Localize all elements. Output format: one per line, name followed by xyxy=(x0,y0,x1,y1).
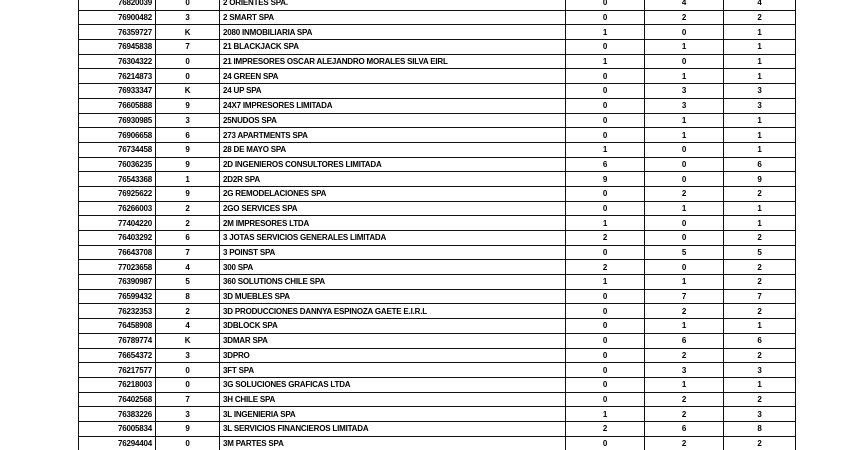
table-row xyxy=(79,54,796,69)
table-row xyxy=(79,392,796,407)
count-a-cell: 6 xyxy=(566,157,645,172)
rut-cell: 76906658 xyxy=(79,128,156,143)
table-row xyxy=(79,10,796,25)
total-cell: 5 xyxy=(724,245,796,260)
company-name-cell: 2GO SERVICES SPA xyxy=(220,201,566,216)
check-digit-cell: 5 xyxy=(156,275,220,290)
count-b-cell: 0 xyxy=(645,142,724,157)
total-cell: 2 xyxy=(724,275,796,290)
total-cell: 1 xyxy=(724,201,796,216)
company-name-cell: 3 JOTAS SERVICIOS GENERALES LIMITADA xyxy=(220,231,566,246)
company-name-cell: 28 DE MAYO SPA xyxy=(220,142,566,157)
check-digit-cell: 6 xyxy=(156,231,220,246)
company-name-cell: 3DPRO xyxy=(220,348,566,363)
company-name-cell: 2M IMPRESORES LTDA xyxy=(220,216,566,231)
company-table-body xyxy=(79,0,796,450)
company-name-cell: 3L INGENIERIA SPA xyxy=(220,407,566,422)
count-b-cell: 1 xyxy=(645,128,724,143)
count-a-cell: 1 xyxy=(566,407,645,422)
company-name-cell: 2D2R SPA xyxy=(220,172,566,187)
total-cell: 3 xyxy=(724,407,796,422)
total-cell: 1 xyxy=(724,69,796,84)
check-digit-cell: 3 xyxy=(156,407,220,422)
total-cell: 1 xyxy=(724,113,796,128)
count-b-cell: 3 xyxy=(645,98,724,113)
total-cell: 1 xyxy=(724,216,796,231)
count-b-cell: 1 xyxy=(645,275,724,290)
rut-cell: 76820039 xyxy=(79,0,156,10)
check-digit-cell: 0 xyxy=(156,436,220,450)
company-name-cell: 25NUDOS SPA xyxy=(220,113,566,128)
table-row xyxy=(79,172,796,187)
count-b-cell: 0 xyxy=(645,54,724,69)
company-table xyxy=(78,0,796,450)
rut-cell: 76605888 xyxy=(79,98,156,113)
table-row xyxy=(79,113,796,128)
total-cell: 3 xyxy=(724,84,796,99)
rut-cell: 76359727 xyxy=(79,25,156,40)
rut-cell: 76217577 xyxy=(79,363,156,378)
check-digit-cell: 0 xyxy=(156,54,220,69)
count-b-cell: 3 xyxy=(645,84,724,99)
company-name-cell: 3 POINST SPA xyxy=(220,245,566,260)
count-b-cell: 0 xyxy=(645,172,724,187)
count-a-cell: 2 xyxy=(566,260,645,275)
table-row xyxy=(79,216,796,231)
check-digit-cell: 7 xyxy=(156,392,220,407)
total-cell: 4 xyxy=(724,0,796,10)
check-digit-cell: 0 xyxy=(156,363,220,378)
count-b-cell: 1 xyxy=(645,377,724,392)
total-cell: 2 xyxy=(724,304,796,319)
count-a-cell: 1 xyxy=(566,275,645,290)
check-digit-cell: 3 xyxy=(156,113,220,128)
check-digit-cell: 0 xyxy=(156,377,220,392)
count-b-cell: 4 xyxy=(645,0,724,10)
total-cell: 2 xyxy=(724,186,796,201)
company-name-cell: 24X7 IMPRESORES LIMITADA xyxy=(220,98,566,113)
company-name-cell: 273 APARTMENTS SPA xyxy=(220,128,566,143)
company-name-cell: 3H CHILE SPA xyxy=(220,392,566,407)
check-digit-cell: 2 xyxy=(156,201,220,216)
table-row xyxy=(79,98,796,113)
count-b-cell: 2 xyxy=(645,407,724,422)
total-cell: 3 xyxy=(724,98,796,113)
count-a-cell: 0 xyxy=(566,69,645,84)
table-row xyxy=(79,260,796,275)
rut-cell: 76925622 xyxy=(79,186,156,201)
rut-cell: 76945838 xyxy=(79,40,156,55)
count-a-cell: 0 xyxy=(566,377,645,392)
check-digit-cell: K xyxy=(156,25,220,40)
total-cell: 2 xyxy=(724,260,796,275)
count-a-cell: 0 xyxy=(566,319,645,334)
rut-cell: 76390987 xyxy=(79,275,156,290)
check-digit-cell: 3 xyxy=(156,10,220,25)
company-name-cell: 360 SOLUTIONS CHILE SPA xyxy=(220,275,566,290)
rut-cell: 76232353 xyxy=(79,304,156,319)
total-cell: 8 xyxy=(724,421,796,436)
rut-cell: 77023658 xyxy=(79,260,156,275)
check-digit-cell: 2 xyxy=(156,304,220,319)
total-cell: 2 xyxy=(724,436,796,450)
check-digit-cell: 0 xyxy=(156,0,220,10)
table-row xyxy=(79,304,796,319)
table-row xyxy=(79,275,796,290)
company-name-cell: 2G REMODELACIONES SPA xyxy=(220,186,566,201)
count-b-cell: 2 xyxy=(645,436,724,450)
rut-cell: 76304322 xyxy=(79,54,156,69)
count-b-cell: 2 xyxy=(645,348,724,363)
company-name-cell: 3DBLOCK SPA xyxy=(220,319,566,334)
count-b-cell: 7 xyxy=(645,289,724,304)
count-a-cell: 0 xyxy=(566,436,645,450)
table-row xyxy=(79,25,796,40)
total-cell: 2 xyxy=(724,348,796,363)
company-name-cell: 3D PRODUCCIONES DANNYA ESPINOZA GAETE E.I.R.L xyxy=(220,304,566,319)
count-b-cell: 0 xyxy=(645,216,724,231)
count-b-cell: 1 xyxy=(645,319,724,334)
rut-cell: 76036235 xyxy=(79,157,156,172)
count-b-cell: 6 xyxy=(645,421,724,436)
rut-cell: 76930985 xyxy=(79,113,156,128)
total-cell: 1 xyxy=(724,319,796,334)
count-a-cell: 0 xyxy=(566,186,645,201)
company-name-cell: 2D INGENIEROS CONSULTORES LIMITADA xyxy=(220,157,566,172)
rut-cell: 76005834 xyxy=(79,421,156,436)
count-a-cell: 0 xyxy=(566,245,645,260)
count-b-cell: 2 xyxy=(645,304,724,319)
count-b-cell: 0 xyxy=(645,260,724,275)
total-cell: 2 xyxy=(724,392,796,407)
count-a-cell: 0 xyxy=(566,289,645,304)
rut-cell: 76403292 xyxy=(79,231,156,246)
company-name-cell: 3M PARTES SPA xyxy=(220,436,566,450)
total-cell: 2 xyxy=(724,231,796,246)
count-a-cell: 1 xyxy=(566,142,645,157)
count-b-cell: 0 xyxy=(645,231,724,246)
table-row xyxy=(79,245,796,260)
table-row xyxy=(79,186,796,201)
total-cell: 3 xyxy=(724,363,796,378)
total-cell: 1 xyxy=(724,377,796,392)
total-cell: 1 xyxy=(724,40,796,55)
count-b-cell: 2 xyxy=(645,10,724,25)
count-a-cell: 0 xyxy=(566,201,645,216)
count-a-cell: 0 xyxy=(566,40,645,55)
count-b-cell: 6 xyxy=(645,333,724,348)
company-name-cell: 21 IMPRESORES OSCAR ALEJANDRO MORALES SILVA EIRL xyxy=(220,54,566,69)
count-a-cell: 0 xyxy=(566,113,645,128)
company-name-cell: 2 SMART SPA xyxy=(220,10,566,25)
check-digit-cell: 7 xyxy=(156,40,220,55)
total-cell: 1 xyxy=(724,128,796,143)
check-digit-cell: 4 xyxy=(156,319,220,334)
check-digit-cell: 3 xyxy=(156,348,220,363)
count-b-cell: 0 xyxy=(645,157,724,172)
company-name-cell: 3FT SPA xyxy=(220,363,566,378)
check-digit-cell: K xyxy=(156,333,220,348)
table-row xyxy=(79,128,796,143)
company-name-cell: 24 UP SPA xyxy=(220,84,566,99)
count-a-cell: 0 xyxy=(566,348,645,363)
rut-cell: 76933347 xyxy=(79,84,156,99)
table-row xyxy=(79,201,796,216)
count-a-cell: 2 xyxy=(566,421,645,436)
table-row xyxy=(79,377,796,392)
table-row xyxy=(79,69,796,84)
company-name-cell: 3G SOLUCIONES GRAFICAS LTDA xyxy=(220,377,566,392)
count-a-cell: 0 xyxy=(566,392,645,407)
company-name-cell: 2 ORIENTES SPA. xyxy=(220,0,566,10)
table-row xyxy=(79,289,796,304)
count-a-cell: 1 xyxy=(566,25,645,40)
table-row xyxy=(79,142,796,157)
total-cell: 9 xyxy=(724,172,796,187)
table-row xyxy=(79,407,796,422)
rut-cell: 76214873 xyxy=(79,69,156,84)
rut-cell: 76734458 xyxy=(79,142,156,157)
company-name-cell: 2080 INMOBILIARIA SPA xyxy=(220,25,566,40)
total-cell: 1 xyxy=(724,25,796,40)
count-a-cell: 1 xyxy=(566,216,645,231)
count-a-cell: 0 xyxy=(566,84,645,99)
count-a-cell: 0 xyxy=(566,10,645,25)
count-b-cell: 3 xyxy=(645,363,724,378)
check-digit-cell: 8 xyxy=(156,289,220,304)
table-row xyxy=(79,231,796,246)
check-digit-cell: 9 xyxy=(156,98,220,113)
rut-cell: 76383226 xyxy=(79,407,156,422)
check-digit-cell: 7 xyxy=(156,245,220,260)
table-row xyxy=(79,40,796,55)
table-row xyxy=(79,363,796,378)
rut-cell: 76402568 xyxy=(79,392,156,407)
company-name-cell: 24 GREEN SPA xyxy=(220,69,566,84)
table-row xyxy=(79,333,796,348)
count-a-cell: 0 xyxy=(566,333,645,348)
rut-cell: 77404220 xyxy=(79,216,156,231)
count-a-cell: 0 xyxy=(566,0,645,10)
count-b-cell: 1 xyxy=(645,40,724,55)
table-row xyxy=(79,0,796,10)
check-digit-cell: 0 xyxy=(156,69,220,84)
count-b-cell: 1 xyxy=(645,113,724,128)
table-row xyxy=(79,348,796,363)
table-row xyxy=(79,157,796,172)
count-b-cell: 1 xyxy=(645,201,724,216)
count-a-cell: 0 xyxy=(566,98,645,113)
table-row xyxy=(79,319,796,334)
check-digit-cell: 1 xyxy=(156,172,220,187)
check-digit-cell: 6 xyxy=(156,128,220,143)
rut-cell: 76900482 xyxy=(79,10,156,25)
check-digit-cell: 9 xyxy=(156,186,220,201)
check-digit-cell: 2 xyxy=(156,216,220,231)
rut-cell: 76789774 xyxy=(79,333,156,348)
rut-cell: 76458908 xyxy=(79,319,156,334)
count-a-cell: 0 xyxy=(566,128,645,143)
count-a-cell: 9 xyxy=(566,172,645,187)
check-digit-cell: 9 xyxy=(156,157,220,172)
rut-cell: 76266003 xyxy=(79,201,156,216)
count-b-cell: 2 xyxy=(645,392,724,407)
count-b-cell: 1 xyxy=(645,69,724,84)
total-cell: 1 xyxy=(724,142,796,157)
count-a-cell: 0 xyxy=(566,363,645,378)
check-digit-cell: 9 xyxy=(156,421,220,436)
count-b-cell: 5 xyxy=(645,245,724,260)
company-name-cell: 3L SERVICIOS FINANCIEROS LIMITADA xyxy=(220,421,566,436)
table-row xyxy=(79,84,796,99)
total-cell: 2 xyxy=(724,10,796,25)
total-cell: 6 xyxy=(724,157,796,172)
check-digit-cell: K xyxy=(156,84,220,99)
check-digit-cell: 4 xyxy=(156,260,220,275)
count-b-cell: 0 xyxy=(645,25,724,40)
rut-cell: 76543368 xyxy=(79,172,156,187)
count-a-cell: 0 xyxy=(566,304,645,319)
count-a-cell: 2 xyxy=(566,231,645,246)
total-cell: 6 xyxy=(724,333,796,348)
total-cell: 1 xyxy=(724,54,796,69)
table-row xyxy=(79,436,796,450)
company-name-cell: 3DMAR SPA xyxy=(220,333,566,348)
count-a-cell: 1 xyxy=(566,54,645,69)
total-cell: 7 xyxy=(724,289,796,304)
check-digit-cell: 9 xyxy=(156,142,220,157)
rut-cell: 76294404 xyxy=(79,436,156,450)
rut-cell: 76599432 xyxy=(79,289,156,304)
company-name-cell: 21 BLACKJACK SPA xyxy=(220,40,566,55)
count-b-cell: 2 xyxy=(645,186,724,201)
table-row xyxy=(79,421,796,436)
rut-cell: 76654372 xyxy=(79,348,156,363)
rut-cell: 76643708 xyxy=(79,245,156,260)
rut-cell: 76218003 xyxy=(79,377,156,392)
company-name-cell: 300 SPA xyxy=(220,260,566,275)
company-name-cell: 3D MUEBLES SPA xyxy=(220,289,566,304)
